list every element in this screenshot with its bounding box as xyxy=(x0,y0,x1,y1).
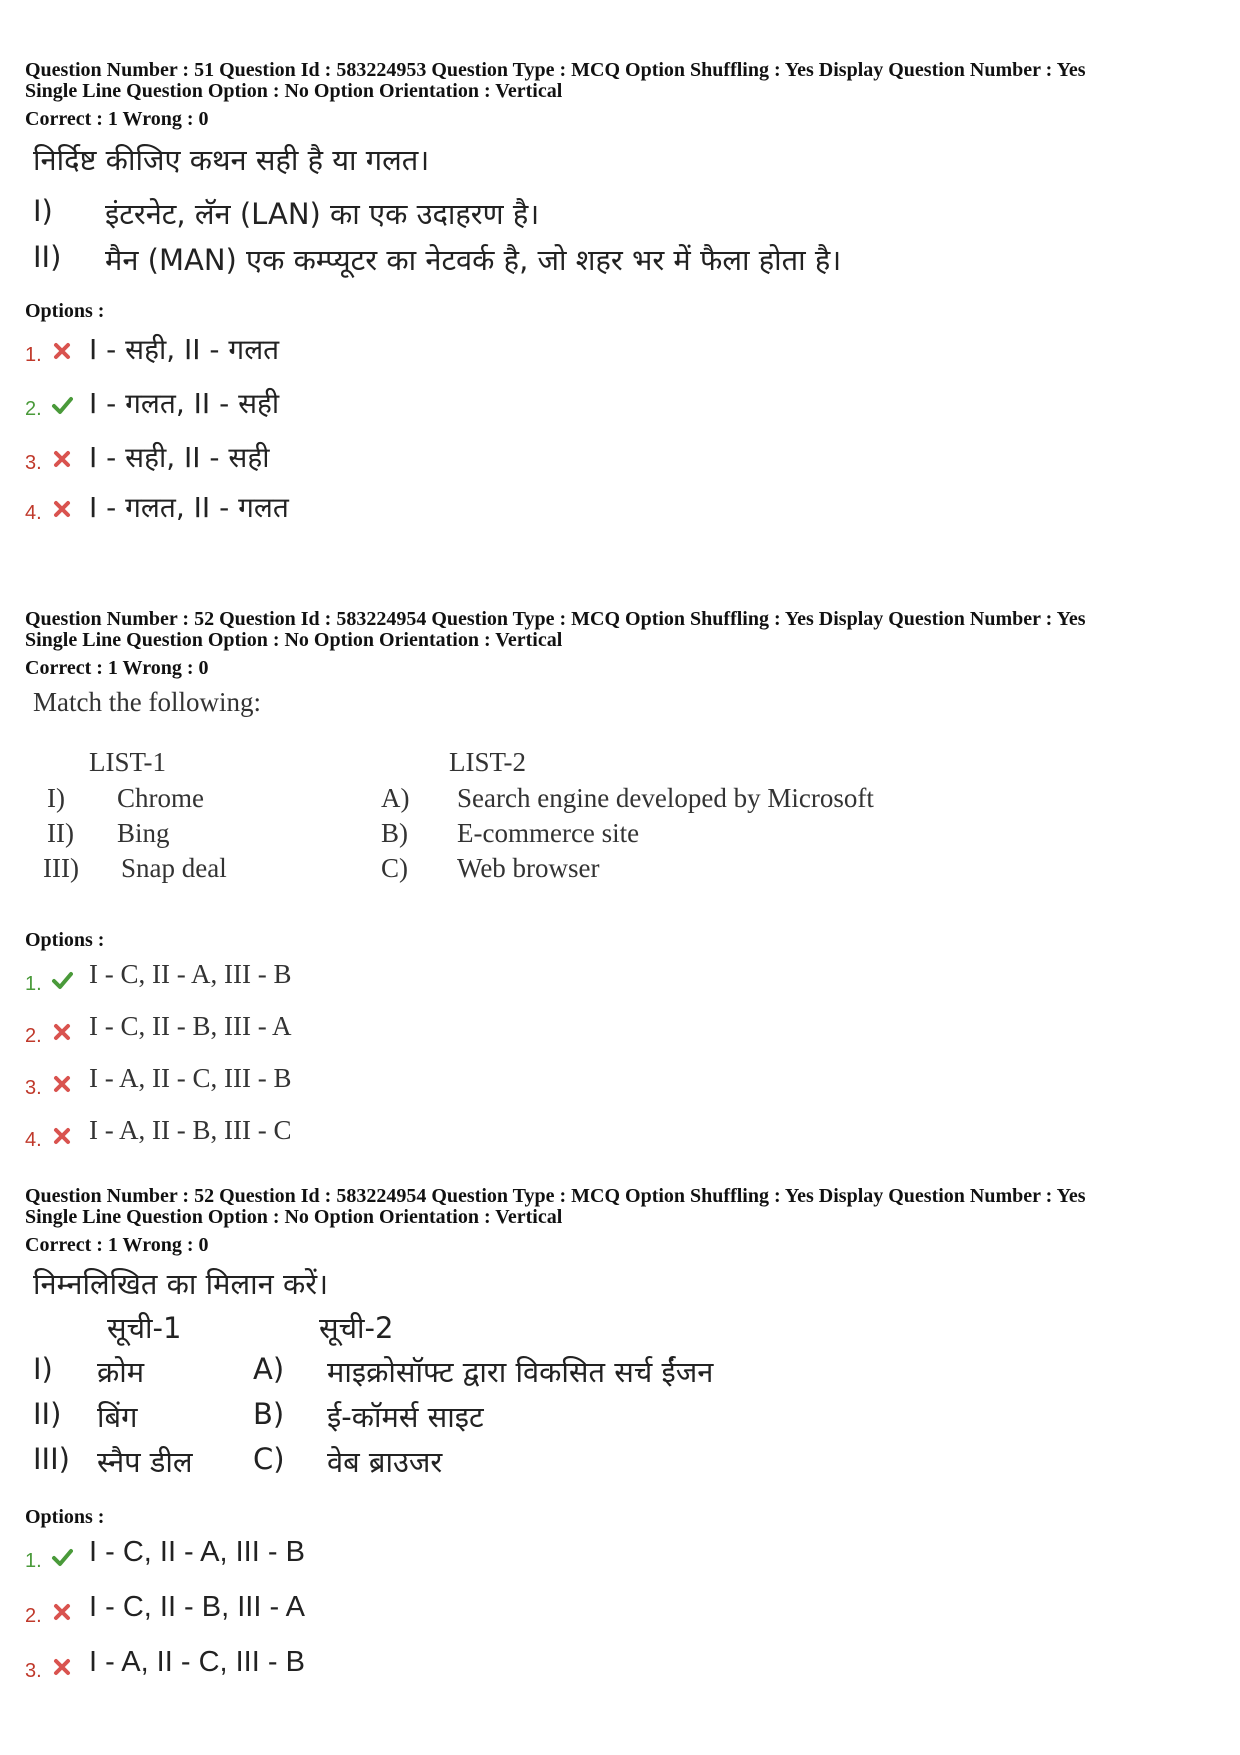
statement-label: II) xyxy=(33,240,62,274)
wrong-cross-icon xyxy=(51,1125,73,1147)
list2-label: C) xyxy=(253,1442,285,1476)
list2-label: B) xyxy=(381,818,408,848)
list2-item: वेब ब्राउजर xyxy=(327,1445,443,1479)
option-number: 1. xyxy=(25,1550,42,1572)
wrong-cross-icon xyxy=(51,448,73,470)
options-label: Options : xyxy=(25,929,105,951)
wrong-cross-icon xyxy=(51,498,73,520)
statement-label: I) xyxy=(33,194,53,228)
wrong-cross-icon xyxy=(51,1021,73,1043)
list2-label: A) xyxy=(253,1352,285,1386)
option-item[interactable] xyxy=(25,330,625,374)
question-meta-line2: Single Line Question Option : No Option Orientation : Vertical xyxy=(25,629,563,651)
wrong-cross-icon xyxy=(51,1656,73,1678)
question-prompt: निर्दिष्ट कीजिए कथन सही है या गलत। xyxy=(33,143,430,177)
option-item[interactable] xyxy=(25,1115,625,1159)
option-number: 3. xyxy=(25,1077,42,1099)
question-block-51 xyxy=(25,60,1225,562)
list1-item: Bing xyxy=(117,818,170,848)
option-text: I - सही, II - गलत xyxy=(89,333,280,366)
options-list xyxy=(25,1528,1225,1698)
option-item[interactable] xyxy=(25,1591,625,1635)
list2-label: A) xyxy=(381,783,410,813)
question-prompt: Match the following: xyxy=(33,687,261,717)
options-label: Options : xyxy=(25,1506,105,1528)
list2-item: Search engine developed by Microsoft xyxy=(457,783,874,813)
list2-item: माइक्रोसॉफ्ट द्वारा विकसित सर्च ईंजन xyxy=(327,1355,714,1389)
list1-label: III) xyxy=(43,853,79,883)
correct-wrong-marks: Correct : 1 Wrong : 0 xyxy=(25,1234,209,1256)
list2-header: LIST-2 xyxy=(449,747,527,777)
list2-header: सूची-2 xyxy=(319,1311,394,1345)
question-meta-line1: Question Number : 52 Question Id : 583224954 Question Type : MCQ Option Shuffling : Yes Display Question Number : Yes xyxy=(25,608,1086,630)
question-prompt: निम्नलिखित का मिलान करें। xyxy=(33,1267,329,1301)
option-text: I - गलत, II - सही xyxy=(89,387,280,420)
options-label: Options : xyxy=(25,300,105,322)
list1-label: I) xyxy=(33,1352,53,1386)
option-text: I - गलत, II - गलत xyxy=(89,491,289,524)
correct-wrong-marks: Correct : 1 Wrong : 0 xyxy=(25,108,209,130)
option-number: 1. xyxy=(25,973,42,995)
list2-item: Web browser xyxy=(457,853,600,883)
question-meta-line2: Single Line Question Option : No Option Orientation : Vertical xyxy=(25,80,563,102)
option-text: I - A, II - C, III - B xyxy=(89,1646,305,1678)
question-body xyxy=(25,130,1225,300)
list1-item: स्नैप डील xyxy=(97,1445,193,1479)
option-item[interactable] xyxy=(25,959,625,1003)
question-meta-line1: Question Number : 51 Question Id : 583224953 Question Type : MCQ Option Shuffling : Yes Display Question Number : Yes xyxy=(25,59,1086,81)
list1-label: II) xyxy=(47,818,74,848)
option-number: 2. xyxy=(25,1605,42,1627)
option-item[interactable] xyxy=(25,438,625,482)
wrong-cross-icon xyxy=(51,340,73,362)
option-text: I - A, II - B, III - C xyxy=(89,1115,292,1145)
question-meta-line1: Question Number : 52 Question Id : 583224954 Question Type : MCQ Option Shuffling : Yes Display Question Number : Yes xyxy=(25,1185,1086,1207)
options-list xyxy=(25,322,1225,562)
option-text: I - C, II - A, III - B xyxy=(89,959,292,989)
option-text: I - C, II - B, III - A xyxy=(89,1591,305,1623)
option-number: 4. xyxy=(25,502,42,524)
question-block-52-english xyxy=(25,609,1225,1171)
match-table xyxy=(25,1256,1225,1506)
correct-check-icon xyxy=(51,1546,73,1568)
correct-wrong-marks: Correct : 1 Wrong : 0 xyxy=(25,657,209,679)
option-number: 3. xyxy=(25,452,42,474)
option-item[interactable] xyxy=(25,1646,625,1690)
correct-check-icon xyxy=(51,394,73,416)
options-list xyxy=(25,951,1225,1171)
question-block-52-hindi xyxy=(25,1186,1225,1698)
option-text: I - सही, II - सही xyxy=(89,441,270,474)
list2-label: C) xyxy=(381,853,408,883)
option-text: I - C, II - B, III - A xyxy=(89,1011,292,1041)
option-item[interactable] xyxy=(25,384,625,428)
list1-item: Snap deal xyxy=(121,853,227,883)
list1-label: I) xyxy=(47,783,65,813)
list1-label: II) xyxy=(33,1397,62,1431)
list1-header: सूची-1 xyxy=(107,1311,182,1345)
option-number: 1. xyxy=(25,344,42,366)
option-item[interactable] xyxy=(25,1011,625,1055)
option-item[interactable] xyxy=(25,488,625,532)
option-number: 4. xyxy=(25,1129,42,1151)
option-number: 2. xyxy=(25,1025,42,1047)
list1-item: क्रोम xyxy=(97,1355,145,1389)
option-text: I - C, II - A, III - B xyxy=(89,1536,305,1568)
option-item[interactable] xyxy=(25,1536,625,1580)
correct-check-icon xyxy=(51,969,73,991)
list2-label: B) xyxy=(253,1397,285,1431)
list1-header: LIST-1 xyxy=(89,747,167,777)
list1-item: बिंग xyxy=(97,1400,138,1434)
option-number: 2. xyxy=(25,398,42,420)
list2-item: E-commerce site xyxy=(457,818,640,848)
statement-text: मैन (MAN) एक कम्प्यूटर का नेटवर्क है, जो शहर भर में फैला होता है। xyxy=(105,243,842,277)
wrong-cross-icon xyxy=(51,1601,73,1623)
list1-label: III) xyxy=(33,1442,70,1476)
option-item[interactable] xyxy=(25,1063,625,1107)
statement-text: इंटरनेट, लॅन (LAN) का एक उदाहरण है। xyxy=(105,197,540,231)
match-table xyxy=(25,679,1225,929)
wrong-cross-icon xyxy=(51,1073,73,1095)
list1-item: Chrome xyxy=(117,783,204,813)
list2-item: ई-कॉमर्स साइट xyxy=(327,1400,484,1434)
option-number: 3. xyxy=(25,1660,42,1682)
question-meta-line2: Single Line Question Option : No Option Orientation : Vertical xyxy=(25,1206,563,1228)
option-text: I - A, II - C, III - B xyxy=(89,1063,292,1093)
